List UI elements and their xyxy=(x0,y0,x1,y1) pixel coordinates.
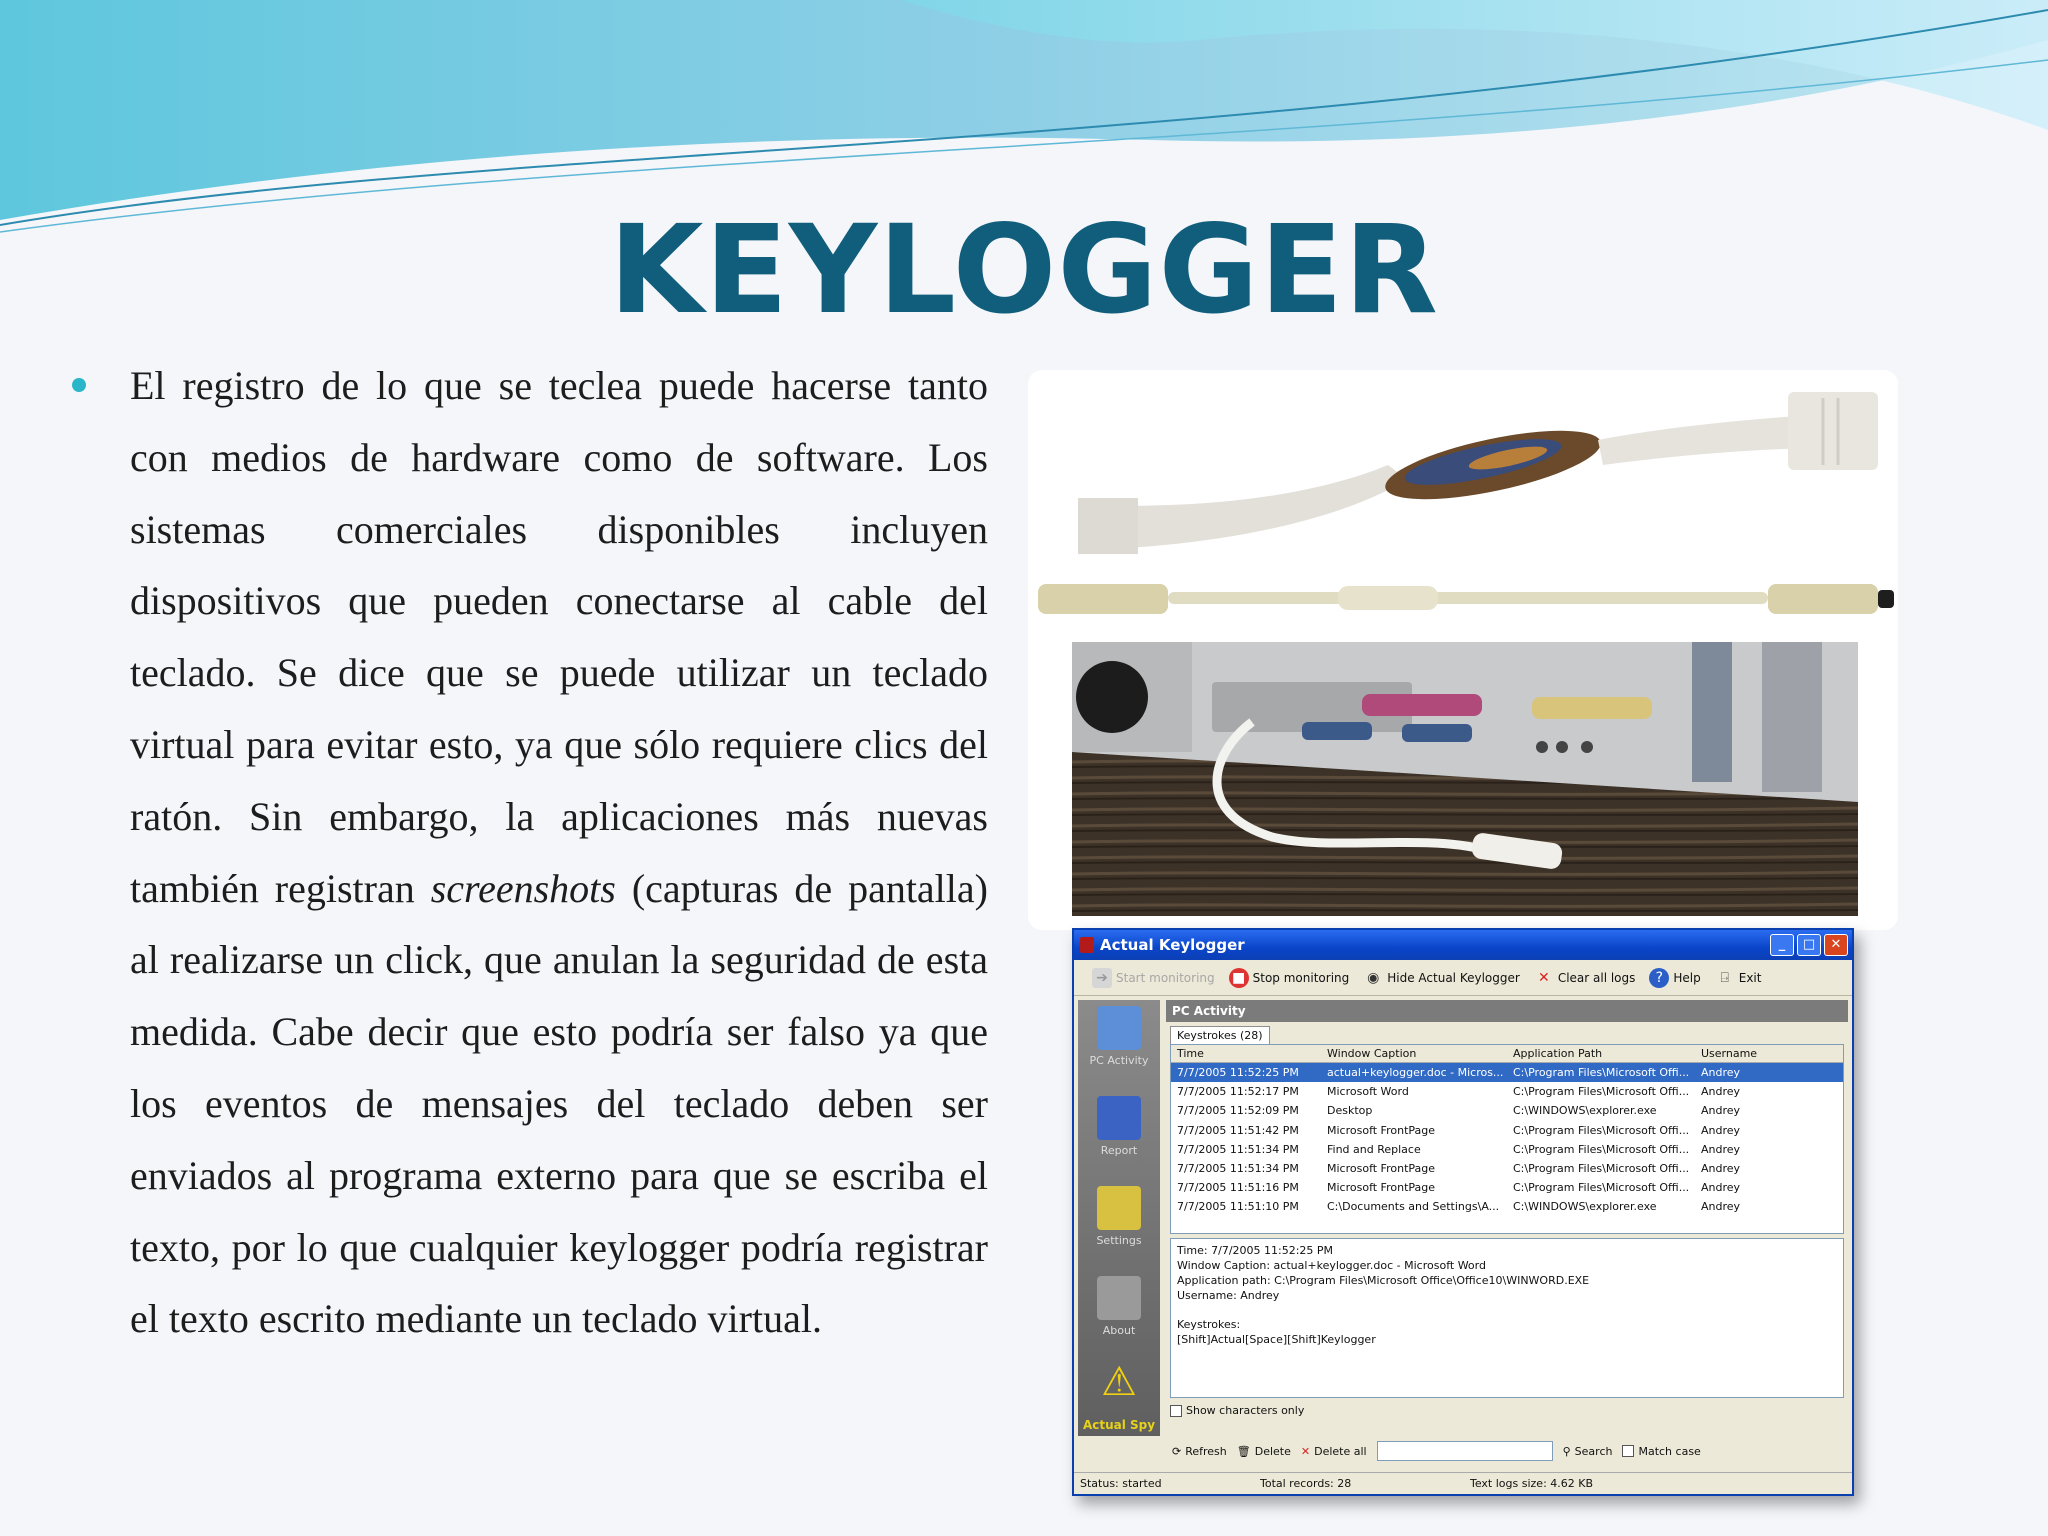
cell-time: 7/7/2005 11:51:10 PM xyxy=(1177,1200,1299,1214)
sidebar-item-settings[interactable] xyxy=(1078,1186,1160,1247)
sidebar-brand: Actual Spy xyxy=(1082,1418,1156,1432)
warning-icon: ⚠ xyxy=(1101,1359,1137,1405)
stop-icon: ■ xyxy=(1229,968,1249,988)
help-icon: ? xyxy=(1649,968,1669,988)
match-case-checkbox[interactable] xyxy=(1622,1445,1700,1458)
window-controls xyxy=(1770,934,1848,956)
report-icon xyxy=(1097,1096,1141,1140)
detail-time: Time: 7/7/2005 11:52:25 PM xyxy=(1177,1244,1334,1257)
table-row[interactable] xyxy=(1171,1101,1843,1120)
cell-caption: Microsoft Word xyxy=(1327,1085,1409,1099)
cell-time: 7/7/2005 11:51:34 PM xyxy=(1177,1142,1299,1156)
slide-title: KEYLOGGER xyxy=(609,199,1439,341)
cell-time: 7/7/2005 11:51:34 PM xyxy=(1177,1161,1299,1175)
bullet-text-emphasis: screenshots xyxy=(430,865,616,911)
tab-keystrokes[interactable]: Keystrokes (28) xyxy=(1170,1026,1270,1044)
app-icon xyxy=(1080,937,1094,953)
stop-monitoring-label: Stop monitoring xyxy=(1252,970,1350,985)
cell-user: Andrey xyxy=(1701,1104,1741,1118)
cell-user: Andrey xyxy=(1701,1123,1741,1137)
refresh-icon: ⟳ xyxy=(1172,1444,1182,1458)
checkbox-icon xyxy=(1622,1445,1634,1457)
delete-button[interactable] xyxy=(1237,1445,1291,1458)
cell-caption: Microsoft FrontPage xyxy=(1327,1123,1436,1137)
sidebar-item-about[interactable] xyxy=(1078,1276,1160,1337)
delete-all-button[interactable] xyxy=(1301,1445,1367,1458)
arrow-right-icon: ➔ xyxy=(1092,968,1112,988)
section-title: PC Activity xyxy=(1166,1000,1848,1022)
detail-username: Username: Andrey xyxy=(1177,1289,1280,1302)
status-bar xyxy=(1074,1472,1852,1494)
close-icon[interactable]: ✕ xyxy=(1824,934,1848,956)
status-size: Text logs size: 4.62 KB xyxy=(1470,1477,1594,1490)
cell-caption: Microsoft FrontPage xyxy=(1327,1161,1436,1175)
sidebar-item-report[interactable] xyxy=(1078,1096,1160,1157)
cell-user: Andrey xyxy=(1701,1200,1741,1214)
sidebar-about-label: About xyxy=(1102,1324,1136,1337)
sidebar-report-label: Report xyxy=(1100,1144,1138,1157)
eye-icon: ◉ xyxy=(1367,969,1380,986)
cell-time: 7/7/2005 11:52:17 PM xyxy=(1177,1085,1299,1099)
cell-path: C:\Program Files\Microsoft Offi... xyxy=(1513,1161,1690,1175)
table-row[interactable] xyxy=(1171,1159,1843,1178)
clear-logs-label: Clear all logs xyxy=(1557,970,1636,985)
status-state: Status: started xyxy=(1080,1477,1162,1490)
cell-caption: actual+keylogger.doc - Micros... xyxy=(1327,1066,1504,1079)
sidebar-item-pc-activity[interactable] xyxy=(1078,1006,1160,1067)
exit-label: Exit xyxy=(1738,970,1762,985)
search-input[interactable] xyxy=(1377,1441,1553,1461)
hide-keylogger-label: Hide Actual Keylogger xyxy=(1387,970,1520,985)
cell-path: C:\WINDOWS\explorer.exe xyxy=(1513,1200,1657,1214)
about-icon xyxy=(1097,1276,1141,1320)
cell-caption: C:\Documents and Settings\A... xyxy=(1327,1200,1500,1214)
binoculars-icon: ⚲ xyxy=(1562,1444,1571,1458)
start-monitoring-button[interactable] xyxy=(1092,968,1215,988)
app-toolbar xyxy=(1074,960,1852,996)
bullet-icon xyxy=(72,378,86,392)
help-label: Help xyxy=(1673,970,1701,985)
bullet-text-part-3: (capturas de pantalla) al realizarse un click, que anulan la seguridad de esta medida. Cabe decir que esto podría ser falso ya que los eventos de mensajes del teclado deben ser enviados al programa externo para que se escriba el texto, por lo que cualquier keylogger podría registrar el texto escrito mediante un teclado virtual. xyxy=(130,865,988,1342)
column-header[interactable]: Application Path xyxy=(1513,1047,1603,1060)
cell-time: 7/7/2005 11:51:42 PM xyxy=(1177,1123,1299,1137)
delete-x-icon: ✕ xyxy=(1300,1444,1311,1458)
search-label: Search xyxy=(1574,1444,1613,1458)
cell-path: C:\WINDOWS\explorer.exe xyxy=(1513,1104,1657,1118)
table-row[interactable] xyxy=(1171,1063,1843,1082)
hide-keylogger-button[interactable] xyxy=(1363,968,1520,988)
cell-user: Andrey xyxy=(1701,1142,1741,1156)
cell-time: 7/7/2005 11:52:09 PM xyxy=(1177,1104,1299,1118)
cell-user: Andrey xyxy=(1701,1161,1741,1175)
sidebar-pc-activity-label: PC Activity xyxy=(1089,1054,1149,1067)
bottom-action-bar xyxy=(1166,1438,1848,1464)
keylogger-app-window xyxy=(1072,928,1854,1496)
checkbox-icon xyxy=(1170,1405,1182,1417)
delete-x-icon: ✕ xyxy=(1537,969,1550,986)
settings-gear-icon xyxy=(1097,1186,1141,1230)
delete-all-label: Delete all xyxy=(1314,1444,1367,1458)
bullet-text-part-1: El registro de lo que se teclea puede hacerse tanto con medios de hardware como de software. Los sistemas comerciales disponibles incluyen dispositivos que pueden conectarse al cable del teclado. Se dice que se puede utilizar un teclado virtual para evitar esto, ya que sólo requiere clics del ratón. Sin embargo, la aplicaciones más nuevas también registran xyxy=(130,363,988,911)
cell-path: C:\Program Files\Microsoft Offi... xyxy=(1513,1123,1690,1137)
exit-button[interactable] xyxy=(1715,968,1762,988)
detail-keystrokes-label: Keystrokes: xyxy=(1177,1318,1241,1331)
app-content xyxy=(1166,1000,1848,1434)
cell-path: C:\Program Files\Microsoft Offi... xyxy=(1513,1181,1690,1195)
column-header[interactable]: Username xyxy=(1701,1047,1758,1060)
detail-path: Application path: C:\Program Files\Microsoft Office\Office10\WINWORD.EXE xyxy=(1177,1274,1590,1287)
cell-time: 7/7/2005 11:52:25 PM xyxy=(1177,1066,1299,1079)
table-row[interactable] xyxy=(1171,1121,1843,1140)
table-row[interactable] xyxy=(1171,1197,1843,1216)
pc-back-panel-photo xyxy=(1072,642,1858,916)
show-characters-checkbox[interactable] xyxy=(1170,1404,1844,1417)
table-header xyxy=(1171,1045,1843,1063)
search-button[interactable] xyxy=(1563,1445,1613,1458)
column-header[interactable]: Window Caption xyxy=(1327,1047,1417,1060)
table-row[interactable] xyxy=(1171,1178,1843,1197)
hardware-keylogger-cable-photo xyxy=(1028,370,1898,630)
maximize-icon[interactable]: □ xyxy=(1797,934,1821,956)
cell-user: Andrey xyxy=(1701,1066,1741,1079)
cell-caption: Microsoft FrontPage xyxy=(1327,1181,1436,1195)
delete-label: Delete xyxy=(1254,1444,1291,1458)
match-case-label: Match case xyxy=(1638,1444,1701,1458)
cell-user: Andrey xyxy=(1701,1085,1741,1099)
cell-caption: Find and Replace xyxy=(1327,1142,1421,1156)
stop-monitoring-button[interactable] xyxy=(1229,968,1350,988)
cell-path: C:\Program Files\Microsoft Offi... xyxy=(1513,1066,1690,1079)
clear-logs-button[interactable] xyxy=(1534,968,1636,988)
start-monitoring-label: Start monitoring xyxy=(1116,970,1215,985)
cell-caption: Desktop xyxy=(1327,1104,1373,1118)
column-header[interactable]: Time xyxy=(1177,1047,1204,1060)
cell-path: C:\Program Files\Microsoft Offi... xyxy=(1513,1085,1690,1099)
help-button[interactable] xyxy=(1649,968,1700,988)
refresh-label: Refresh xyxy=(1185,1444,1227,1458)
record-details-panel xyxy=(1170,1238,1844,1398)
table-row[interactable] xyxy=(1171,1082,1843,1101)
bullet-text xyxy=(130,350,988,1355)
cell-path: C:\Program Files\Microsoft Offi... xyxy=(1513,1142,1690,1156)
app-title: Actual Keylogger xyxy=(1100,936,1245,954)
detail-keystrokes: [Shift]Actual[Space][Shift]Keylogger xyxy=(1177,1333,1376,1346)
monitor-icon xyxy=(1097,1006,1141,1050)
sidebar-settings-label: Settings xyxy=(1096,1234,1142,1247)
minimize-icon[interactable]: _ xyxy=(1770,934,1794,956)
detail-caption: Window Caption: actual+keylogger.doc - Microsoft Word xyxy=(1177,1259,1486,1272)
app-sidebar xyxy=(1078,1000,1160,1436)
app-titlebar xyxy=(1074,930,1852,960)
refresh-button[interactable] xyxy=(1172,1445,1227,1458)
table-row[interactable] xyxy=(1171,1140,1843,1159)
exit-door-icon: ⍈ xyxy=(1720,969,1729,986)
keystroke-log-table xyxy=(1170,1044,1844,1234)
cell-time: 7/7/2005 11:51:16 PM xyxy=(1177,1181,1299,1195)
show-characters-label: Show characters only xyxy=(1186,1404,1305,1417)
status-records: Total records: 28 xyxy=(1260,1477,1352,1490)
trash-icon: 🗑 xyxy=(1236,1444,1251,1458)
cell-user: Andrey xyxy=(1701,1181,1741,1195)
